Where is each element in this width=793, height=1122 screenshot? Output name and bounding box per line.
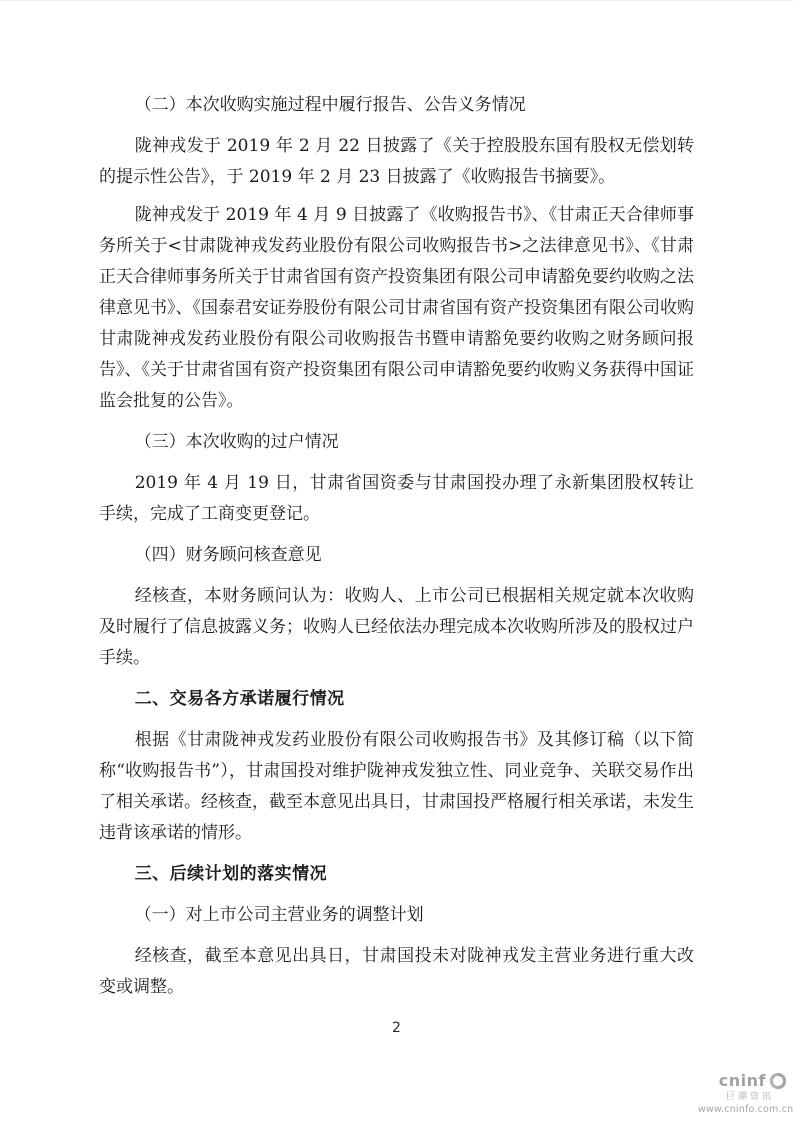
body-paragraph: 2019 年 4 月 19 日，甘肃省国资委与甘肃国投办理了永新集团股权转让手续，完成了工商变更登记。 <box>99 473 694 524</box>
cninfo-logo <box>698 1071 793 1115</box>
page-number: 2 <box>392 1020 401 1036</box>
swirl-globe-icon <box>768 1071 788 1091</box>
document-content <box>99 90 694 1010</box>
body-paragraph: 陇神戎发于 2019 年 2 月 22 日披露了《关于控股股东国有股权无偿划转的提示性公告》，于 2019 年 2 月 23 日披露了《收购报告书摘要》。 <box>99 136 694 187</box>
subsection-heading: （四）财务顾问核查意见 <box>134 545 322 565</box>
subsection-heading: （三）本次收购的过户情况 <box>134 432 339 452</box>
body-paragraph: 经核查，截至本意见出具日，甘肃国投未对陇神戎发主营业务进行重大改变或调整。 <box>99 946 694 997</box>
cninfo-url: www.cninfo.com.cn <box>698 1104 793 1115</box>
section-heading: 三、后续计划的落实情况 <box>134 864 328 884</box>
section-heading: 二、交易各方承诺履行情况 <box>134 689 345 709</box>
body-paragraph: 经核查，本财务顾问认为：收购人、上市公司已根据相关规定就本次收购及时履行了信息披露义务；收购人已经依法办理完成本次收购所涉及的股权过户手续。 <box>99 586 694 668</box>
subsection-heading: （二）本次收购实施过程中履行报告、公告义务情况 <box>134 95 526 115</box>
subsection-heading: （一）对上市公司主营业务的调整计划 <box>134 905 424 925</box>
body-paragraph: 根据《甘肃陇神戎发药业股份有限公司收购报告书》及其修订稿（以下简称“收购报告书”），甘肃国投对维护陇神戎发独立性、同业竞争、关联交易作出了相关承诺。经核查，截至本意见出具日，甘肃国投严格履行相关承诺，未发生违背该承诺的情形。 <box>99 730 694 843</box>
cninfo-brand-text: cninf <box>718 1071 766 1090</box>
body-paragraph: 陇神戎发于 2019 年 4 月 9 日披露了《收购报告书》、《甘肃正天合律师事务所关于<甘肃陇神戎发药业股份有限公司收购报告书>之法律意见书》、《甘肃正天合律师事务所关于甘肃省国有资产投资集团有限公司申请豁免要约收购之法律意见书》、《国泰君安证券股份有限公司甘肃省国有资产投资集团有限公司收购甘肃陇神戎发药业股份有限公司收购报告书暨申请豁免要约收购之财务顾问报告》、《关于甘肃省国有资产投资集团有限公司申请豁免要约收购义务获得中国证监会批复的公告》。 <box>99 205 694 411</box>
cninfo-logo-row <box>698 1071 788 1091</box>
cninfo-chinese-name: 巨潮资讯 <box>725 1092 774 1102</box>
